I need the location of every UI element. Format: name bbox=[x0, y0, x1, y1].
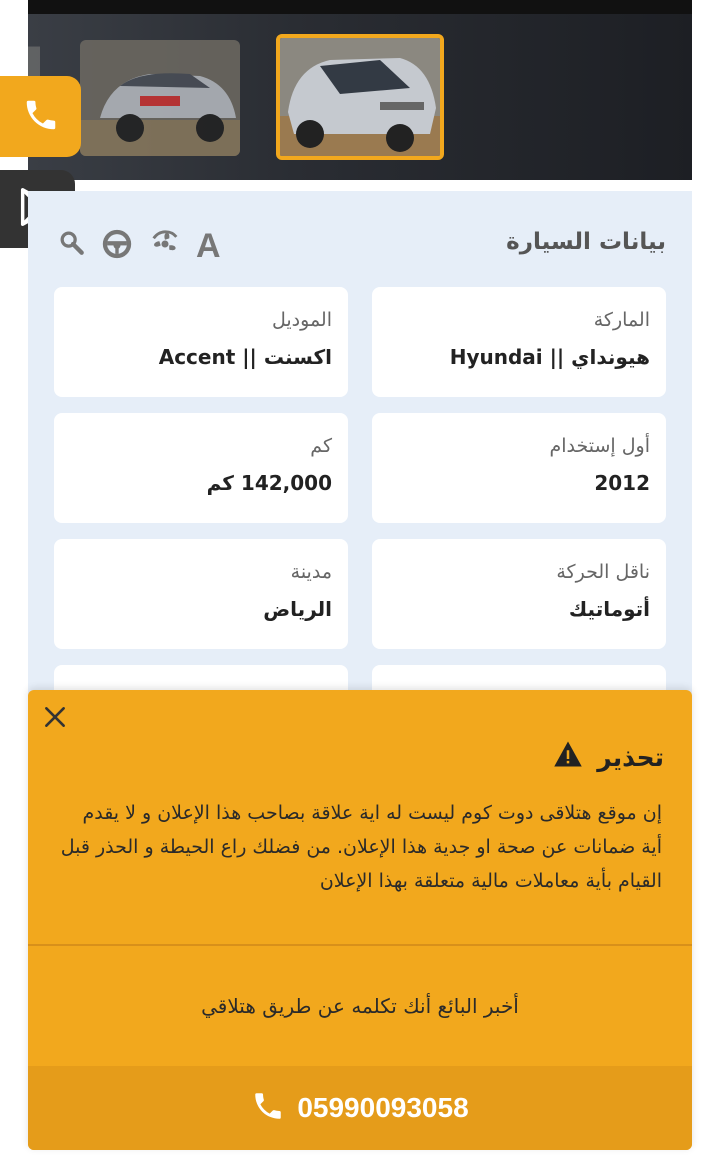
warning-text: إن موقع هتلاقى دوت كوم ليست له اية علاقة بصاحب هذا الإعلان و لا يقدم أية ضمانات عن صحة او جدية هذا الإعلان. من فضلك راع الحيطة و الحذر قبل القيام بأية معاملات مالية متعلقة بهذا الإعلان bbox=[60, 802, 662, 892]
detail-label: مدينة bbox=[290, 561, 332, 583]
top-bar bbox=[28, 0, 692, 14]
detail-label: الماركة bbox=[593, 309, 650, 331]
detail-tile-model bbox=[54, 287, 348, 397]
detail-tile-mileage bbox=[54, 413, 348, 523]
detail-tile-make bbox=[372, 287, 666, 397]
detail-tile-first-use bbox=[372, 413, 666, 523]
detail-label: كم bbox=[310, 435, 332, 457]
call-seller-button[interactable] bbox=[28, 1066, 692, 1150]
toolbar bbox=[60, 227, 221, 265]
detail-value: الرياض bbox=[263, 597, 332, 621]
car-thumbnail-selected[interactable] bbox=[276, 34, 444, 160]
detail-value: 2012 bbox=[594, 471, 650, 495]
detail-tile-city bbox=[54, 539, 348, 649]
search-icon[interactable] bbox=[60, 230, 86, 262]
floating-call-button[interactable] bbox=[0, 76, 81, 157]
tell-seller-text: أخبر البائع أنك تكلمه عن طريق هتلاقي bbox=[201, 994, 519, 1018]
detail-value: هيونداي || Hyundai bbox=[449, 345, 650, 369]
phone-number: 05990093058 bbox=[297, 1092, 469, 1123]
warning-triangle-icon bbox=[553, 740, 583, 774]
font-size-icon[interactable]: A bbox=[196, 227, 221, 265]
section-title: بيانات السيارة bbox=[506, 229, 666, 255]
detail-value: أتوماتيك bbox=[568, 597, 650, 621]
divider bbox=[28, 944, 692, 946]
fan-icon[interactable] bbox=[148, 227, 182, 265]
phone-icon bbox=[251, 1089, 285, 1127]
detail-tile-transmission bbox=[372, 539, 666, 649]
car-thumbnail[interactable] bbox=[80, 40, 240, 156]
close-icon[interactable] bbox=[42, 704, 68, 730]
image-gallery[interactable] bbox=[28, 14, 692, 180]
warning-popup bbox=[28, 690, 692, 1150]
warning-title-text: تحذير bbox=[597, 742, 664, 772]
phone-icon bbox=[22, 96, 60, 138]
detail-label: ناقل الحركة bbox=[556, 561, 650, 583]
warning-title bbox=[553, 740, 664, 774]
steering-wheel-icon[interactable] bbox=[100, 227, 134, 265]
detail-value: اكسنت || Accent bbox=[158, 345, 332, 369]
car-details-card bbox=[28, 191, 692, 711]
detail-value: 142,000 كم bbox=[206, 471, 332, 495]
detail-label: الموديل bbox=[271, 309, 332, 331]
detail-label: أول إستخدام bbox=[549, 435, 650, 457]
